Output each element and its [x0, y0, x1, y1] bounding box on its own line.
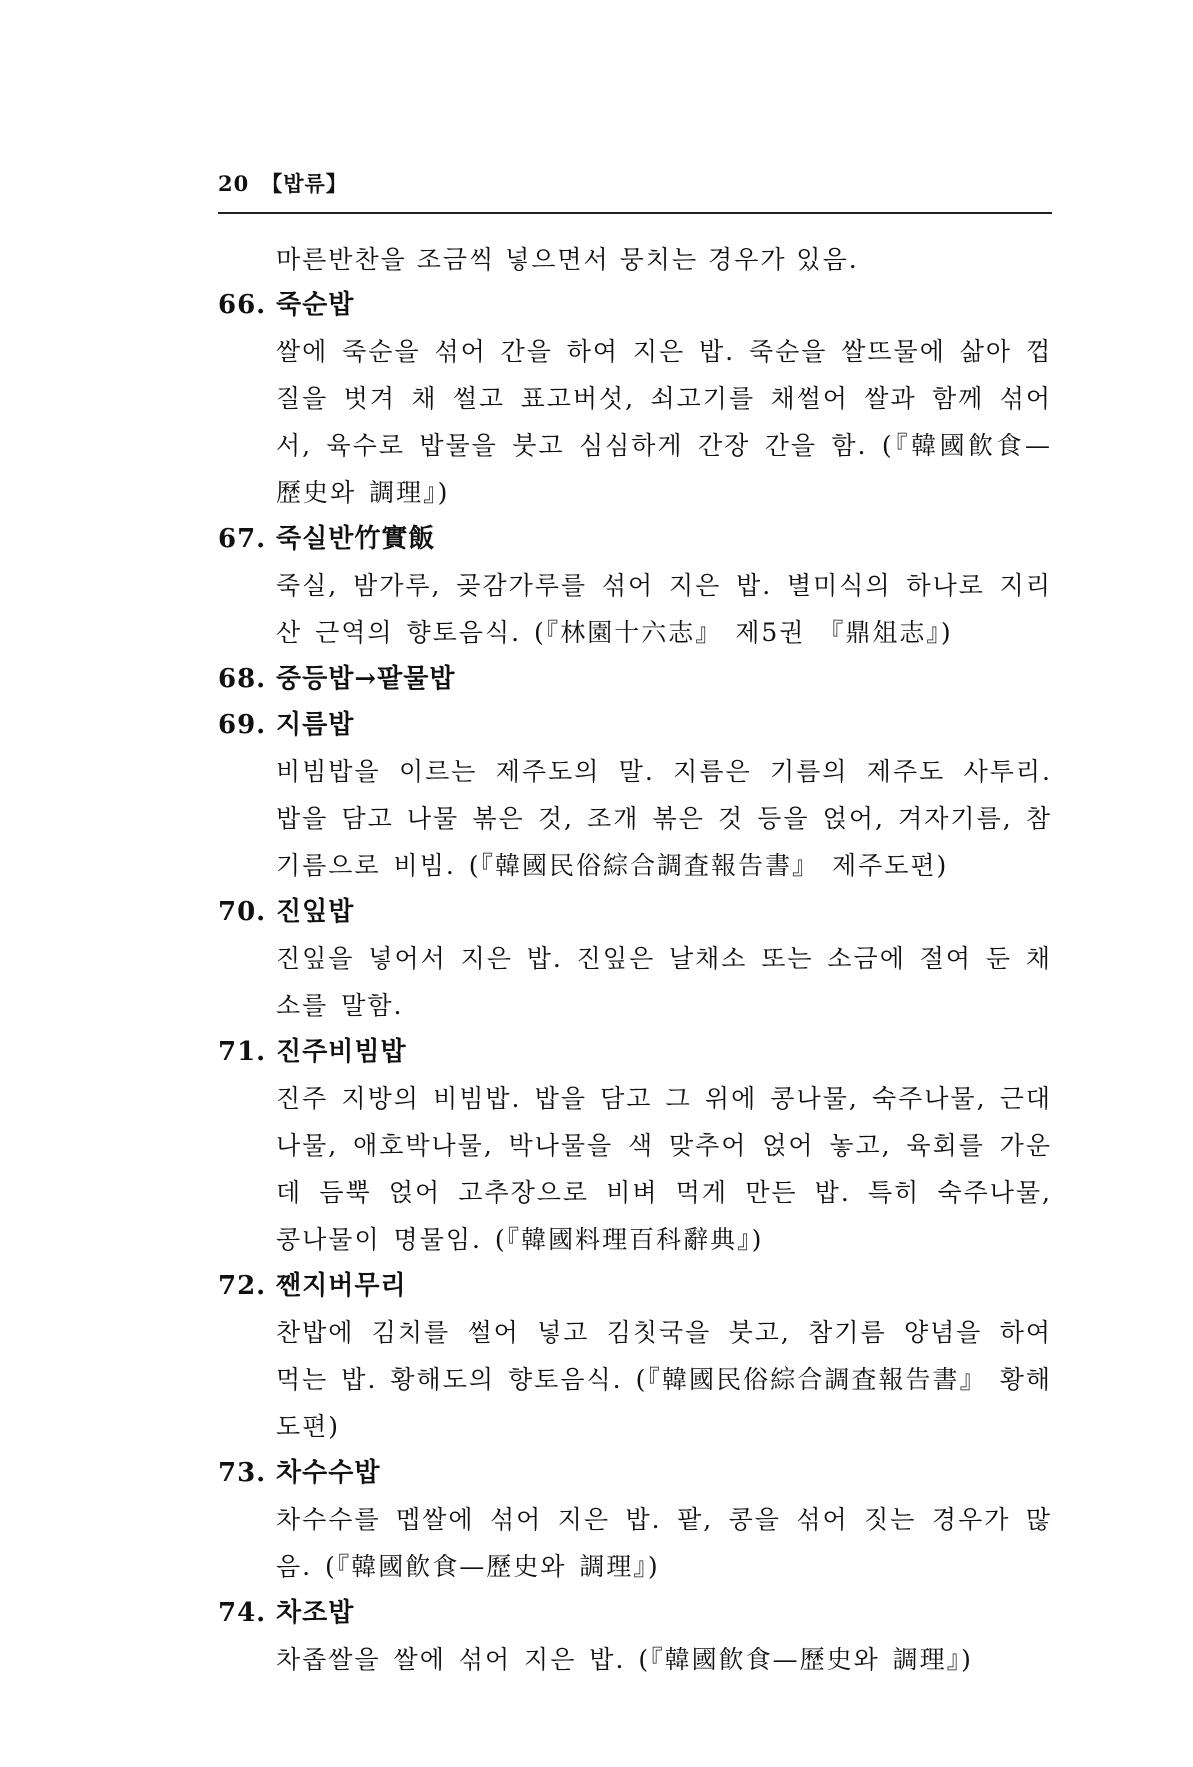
entry-definition: 진주 지방의 비빔밥. 밥을 담고 그 위에 콩나물, 숙주나물, 근대나물, 애호박나물, 박나물을 색 맞추어 얹어 놓고, 육회를 가운데 듬뿍 얹어 고추장으로 비벼 먹게 만든 밥. 특히 숙주나물, 콩나물이 명물임. (『韓國料理百科辭典』) — [276, 1084, 1052, 1254]
entry-number: 67. — [218, 524, 267, 554]
entry-74 — [218, 1590, 1052, 1683]
entry-definition: 찬밥에 김치를 썰어 넣고 김칫국을 붓고, 참기름 양념을 하여 먹는 밥. 황해도의 향토음식. (『韓國民俗綜合調査報告書』 황해도편) — [276, 1318, 1052, 1441]
entry-definition: 차좁쌀을 쌀에 섞어 지은 밥. (『韓國飮食—歷史와 調理』) — [276, 1645, 973, 1674]
entry-number: 72. — [218, 1271, 267, 1301]
entry-title: 짼지버무리 — [276, 1271, 407, 1301]
entry-title: 중등밥→팥물밥 — [276, 664, 456, 694]
entry-heading — [218, 1029, 1052, 1075]
entry-title: 진잎밥 — [276, 897, 355, 927]
entry-71 — [218, 1029, 1052, 1263]
continuation-text: 마른반찬을 조금씩 넣으면서 뭉치는 경우가 있음. — [276, 245, 859, 274]
entry-heading — [218, 889, 1052, 935]
entry-title: 지름밥 — [276, 710, 355, 740]
entry-number: 66. — [218, 290, 267, 320]
entry-number: 70. — [218, 897, 267, 927]
entry-number: 68. — [218, 664, 267, 694]
entry-title: 차수수밥 — [276, 1458, 381, 1488]
entry-number: 73. — [218, 1458, 267, 1488]
entry-title: 죽순밥 — [276, 290, 355, 320]
entry-number: 74. — [218, 1598, 267, 1628]
entry-definition: 차수수를 멥쌀에 섞어 지은 밥. 팥, 콩을 섞어 짓는 경우가 많음. (『韓國飮食—歷史와 調理』) — [276, 1505, 1052, 1581]
entry-67 — [218, 516, 1052, 656]
entry-title: 차조밥 — [276, 1598, 355, 1628]
entry-70 — [218, 889, 1052, 1029]
entry-heading — [218, 1263, 1052, 1309]
dictionary-content — [218, 238, 1052, 1683]
entry-number: 69. — [218, 710, 267, 740]
entry-72 — [218, 1263, 1052, 1450]
entry-definition: 쌀에 죽순을 섞어 간을 하여 지은 밥. 죽순을 쌀뜨물에 삶아 껍질을 벗겨 채 썰고 표고버섯, 쇠고기를 채썰어 쌀과 함께 섞어서, 육수로 밥물을 붓고 심심하게 간장 간을 함. (『韓國飮食—歷史와 調理』) — [276, 337, 1052, 507]
entry-heading — [218, 1450, 1052, 1496]
entry-definition: 죽실, 밤가루, 곶감가루를 섞어 지은 밥. 별미식의 하나로 지리산 근역의 향토음식. (『林園十六志』 제5권 『鼎俎志』) — [276, 571, 1052, 647]
entry-definition: 진잎을 넣어서 지은 밥. 진잎은 날채소 또는 소금에 절여 둔 채소를 말함. — [276, 944, 1052, 1020]
entry-title: 진주비빔밥 — [276, 1037, 407, 1067]
page-number: 20 — [218, 171, 250, 196]
entry-69 — [218, 702, 1052, 889]
entry-definition: 비빔밥을 이르는 제주도의 말. 지름은 기름의 제주도 사투리. 밥을 담고 나물 볶은 것, 조개 볶은 것 등을 얹어, 겨자기름, 참기름으로 비빔. (『韓國民俗綜合調査報告書』 제주도편) — [276, 757, 1052, 880]
entry-heading — [218, 282, 1052, 328]
entry-heading — [218, 1590, 1052, 1636]
entry-heading — [218, 656, 1052, 702]
entry-66 — [218, 282, 1052, 516]
page-header — [218, 168, 1052, 214]
entry-title: 죽실반竹實飯 — [276, 524, 436, 554]
section-title: 【밥류】 — [261, 171, 348, 196]
entry-heading — [218, 516, 1052, 562]
entry-73 — [218, 1450, 1052, 1590]
entry-heading — [218, 702, 1052, 748]
entry-number: 71. — [218, 1037, 267, 1067]
entry-68 — [218, 656, 1052, 702]
